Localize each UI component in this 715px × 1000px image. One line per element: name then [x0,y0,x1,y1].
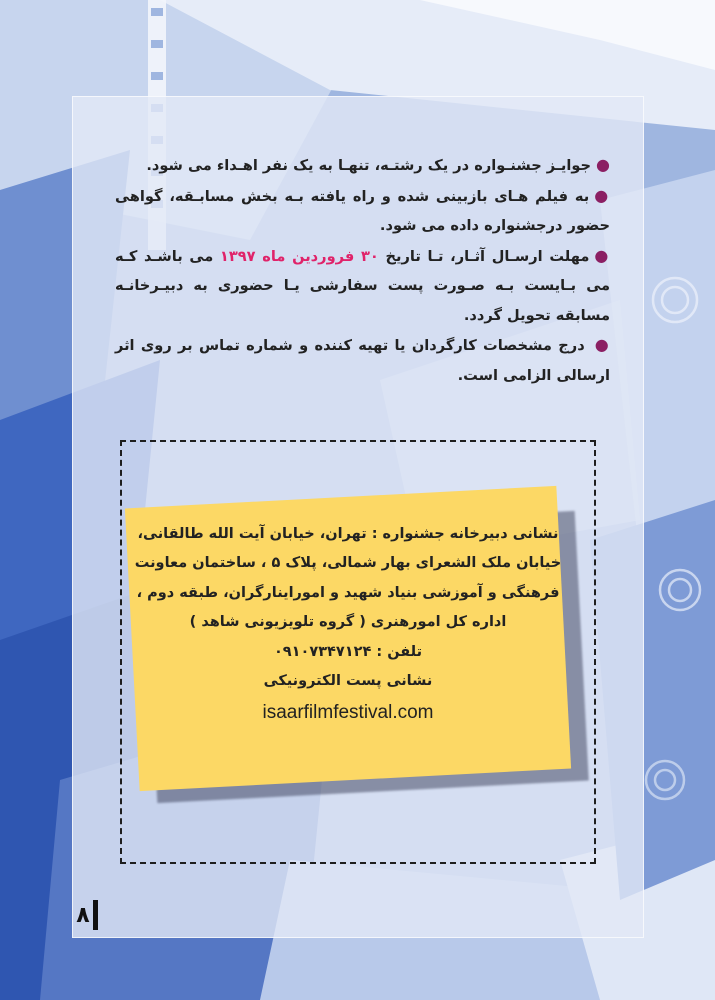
email-label: نشانی پست الکترونیکی [263,673,433,690]
website-link[interactable]: isaarfilmfestival.com [262,702,434,724]
page-number-bar [93,900,98,930]
rules-list [115,150,610,390]
address-line: خیابان ملک الشعرای بهار شمالی، پلاک ۵ ، ساختمان معاونت [134,555,562,572]
rule-item: ●جوایـز جشنـواره در یک رشتـه، تنهـا به یک نفر اهـداء می شود. [146,155,610,174]
bullet-dot-icon: ● [596,155,610,174]
page-number: ۸ [76,903,90,928]
bullet-dot-icon: ● [594,185,610,205]
rule-item: ●به فیلم هـای بازبینی شده و راه یافته بـه بخش مسابـقه، گواهی حضور درجشنواره داده می شود. [115,185,610,234]
bullet-dot-icon: ● [594,335,610,354]
phone-number: تلفن : ۰۹۱۰۷۳۴۷۱۲۴ [273,643,423,660]
address-line: فرهنگی و آموزشی بنیاد شهید و اموراینارگران، طبقه دوم ، [136,584,560,601]
deadline-date: ۳۰ فروردین ماه ۱۳۹۷ [219,247,379,265]
rule-item: ● درج مشخصات کارگردان یا تهیه کننده و شماره تماس بر روی اثر ارسالی الزامی است. [115,335,610,384]
address-block [132,520,564,726]
address-line: نشانی دبیرخانه جشنواره : تهران، خیابان آیت الله طالقانی، [137,526,559,542]
bullet-dot-icon: ● [594,245,610,265]
rule-item: ●مهلت ارسـال آثـار، تـا تاریخ ۳۰ فروردین ماه ۱۳۹۷ می باشـد کـه می بـایست بـه صـورت پست سفارشی یـا حضوری به دبیـرخانـه مسابقه تحویل گردد. [115,245,610,324]
address-line: اداره کل امورهنری ( گروه تلویزیونی شاهد ) [189,614,507,631]
